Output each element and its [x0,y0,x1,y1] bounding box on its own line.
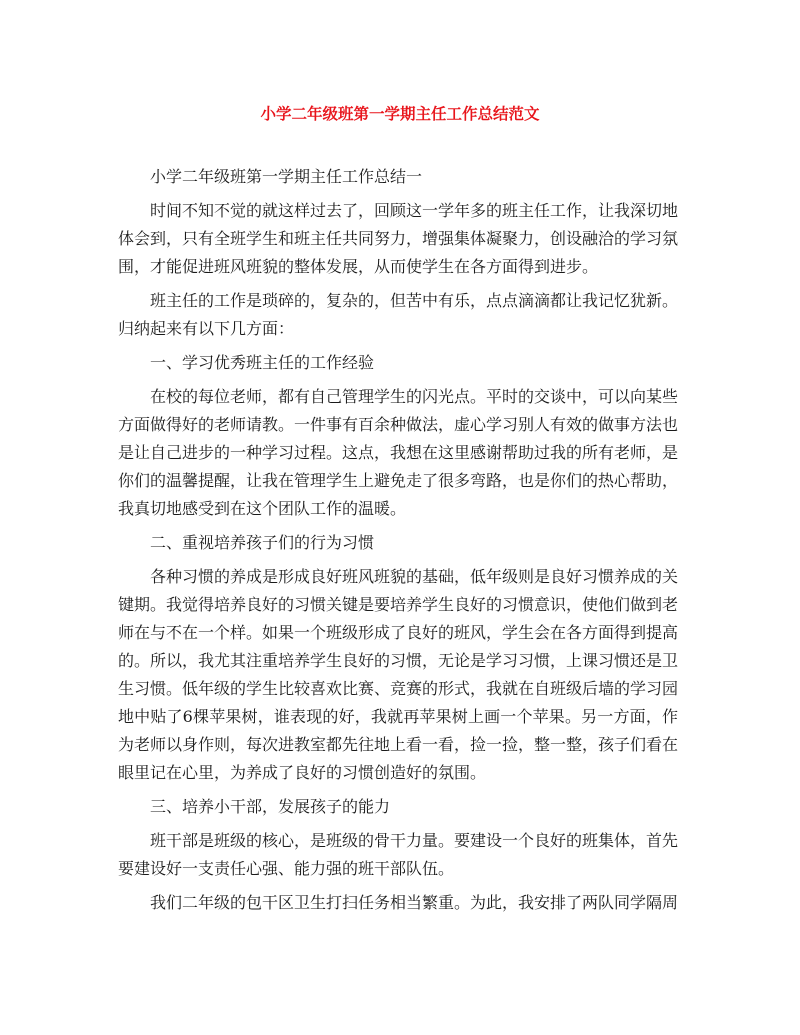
section-heading: 二、重视培养孩子们的行为习惯 [150,533,375,552]
section-heading: 一、学习优秀班主任的工作经验 [150,353,375,372]
paragraph: 时间不知不觉的就这样过去了，回顾这一学年多的班主任工作，让我深切地体会到，只有全班学生和班主任共同努力，增强集体凝聚力，创设融洽的学习氛围，才能促进班风班貌的整体发展，从而使学生在各方面得到进步。 [118,201,679,276]
paragraph: 在校的每位老师，都有自己管理学生的闪光点。平时的交谈中，可以向某些方面做得好的老师请教。一件事有百余种做法，虚心学习别人有效的做事方法也是让自己进步的一种学习过程。这点，我想在这里感谢帮助过我的所有老师，是你们的温馨提醒，让我在管理学生上避免走了很多弯路，也是你们的热心帮助，我真切地感受到在这个团队工作的温暖。 [118,387,679,518]
paragraph: 班干部是班级的核心，是班级的骨干力量。要建设一个良好的班集体，首先要建设好一支责任心强、能力强的班干部队伍。 [118,831,679,878]
section-heading: 小学二年级班第一学期主任工作总结一 [150,167,423,186]
document-body [118,163,678,923]
paragraph: 各种习惯的养成是形成良好班风班貌的基础，低年级则是良好习惯养成的关键期。我觉得培养良好的习惯关键是要培养学生良好的习惯意识，使他们做到老师在与不在一个样。如果一个班级形成了良好的班风，学生会在各方面得到提高的。所以，我尤其注重培养学生良好的习惯，无论是学习习惯，上课习惯还是卫生习惯。低年级的学生比较喜欢比赛、竞赛的形式，我就在自班级后墙的学习园地中贴了6棵苹果树，谁表现的好，我就再苹果树上画一个苹果。另一方面，作为老师以身作则，每次进教室都先往地上看一看，捡一捡，整一整，孩子们看在眼里记在心里，为养成了良好的习惯创造好的氛围。 [118,567,679,782]
paragraph: 班主任的工作是琐碎的，复杂的，但苦中有乐，点点滴滴都让我记忆犹新。归纳起来有以下几方面： [118,291,679,338]
section-heading: 三、培养小干部，发展孩子的能力 [150,797,391,816]
document-title: 小学二年级班第一学期主任工作总结范文 [260,104,540,123]
paragraph: 我们二年级的包干区卫生打扫任务相当繁重。为此，我安排了两队同学隔周 [150,893,679,912]
